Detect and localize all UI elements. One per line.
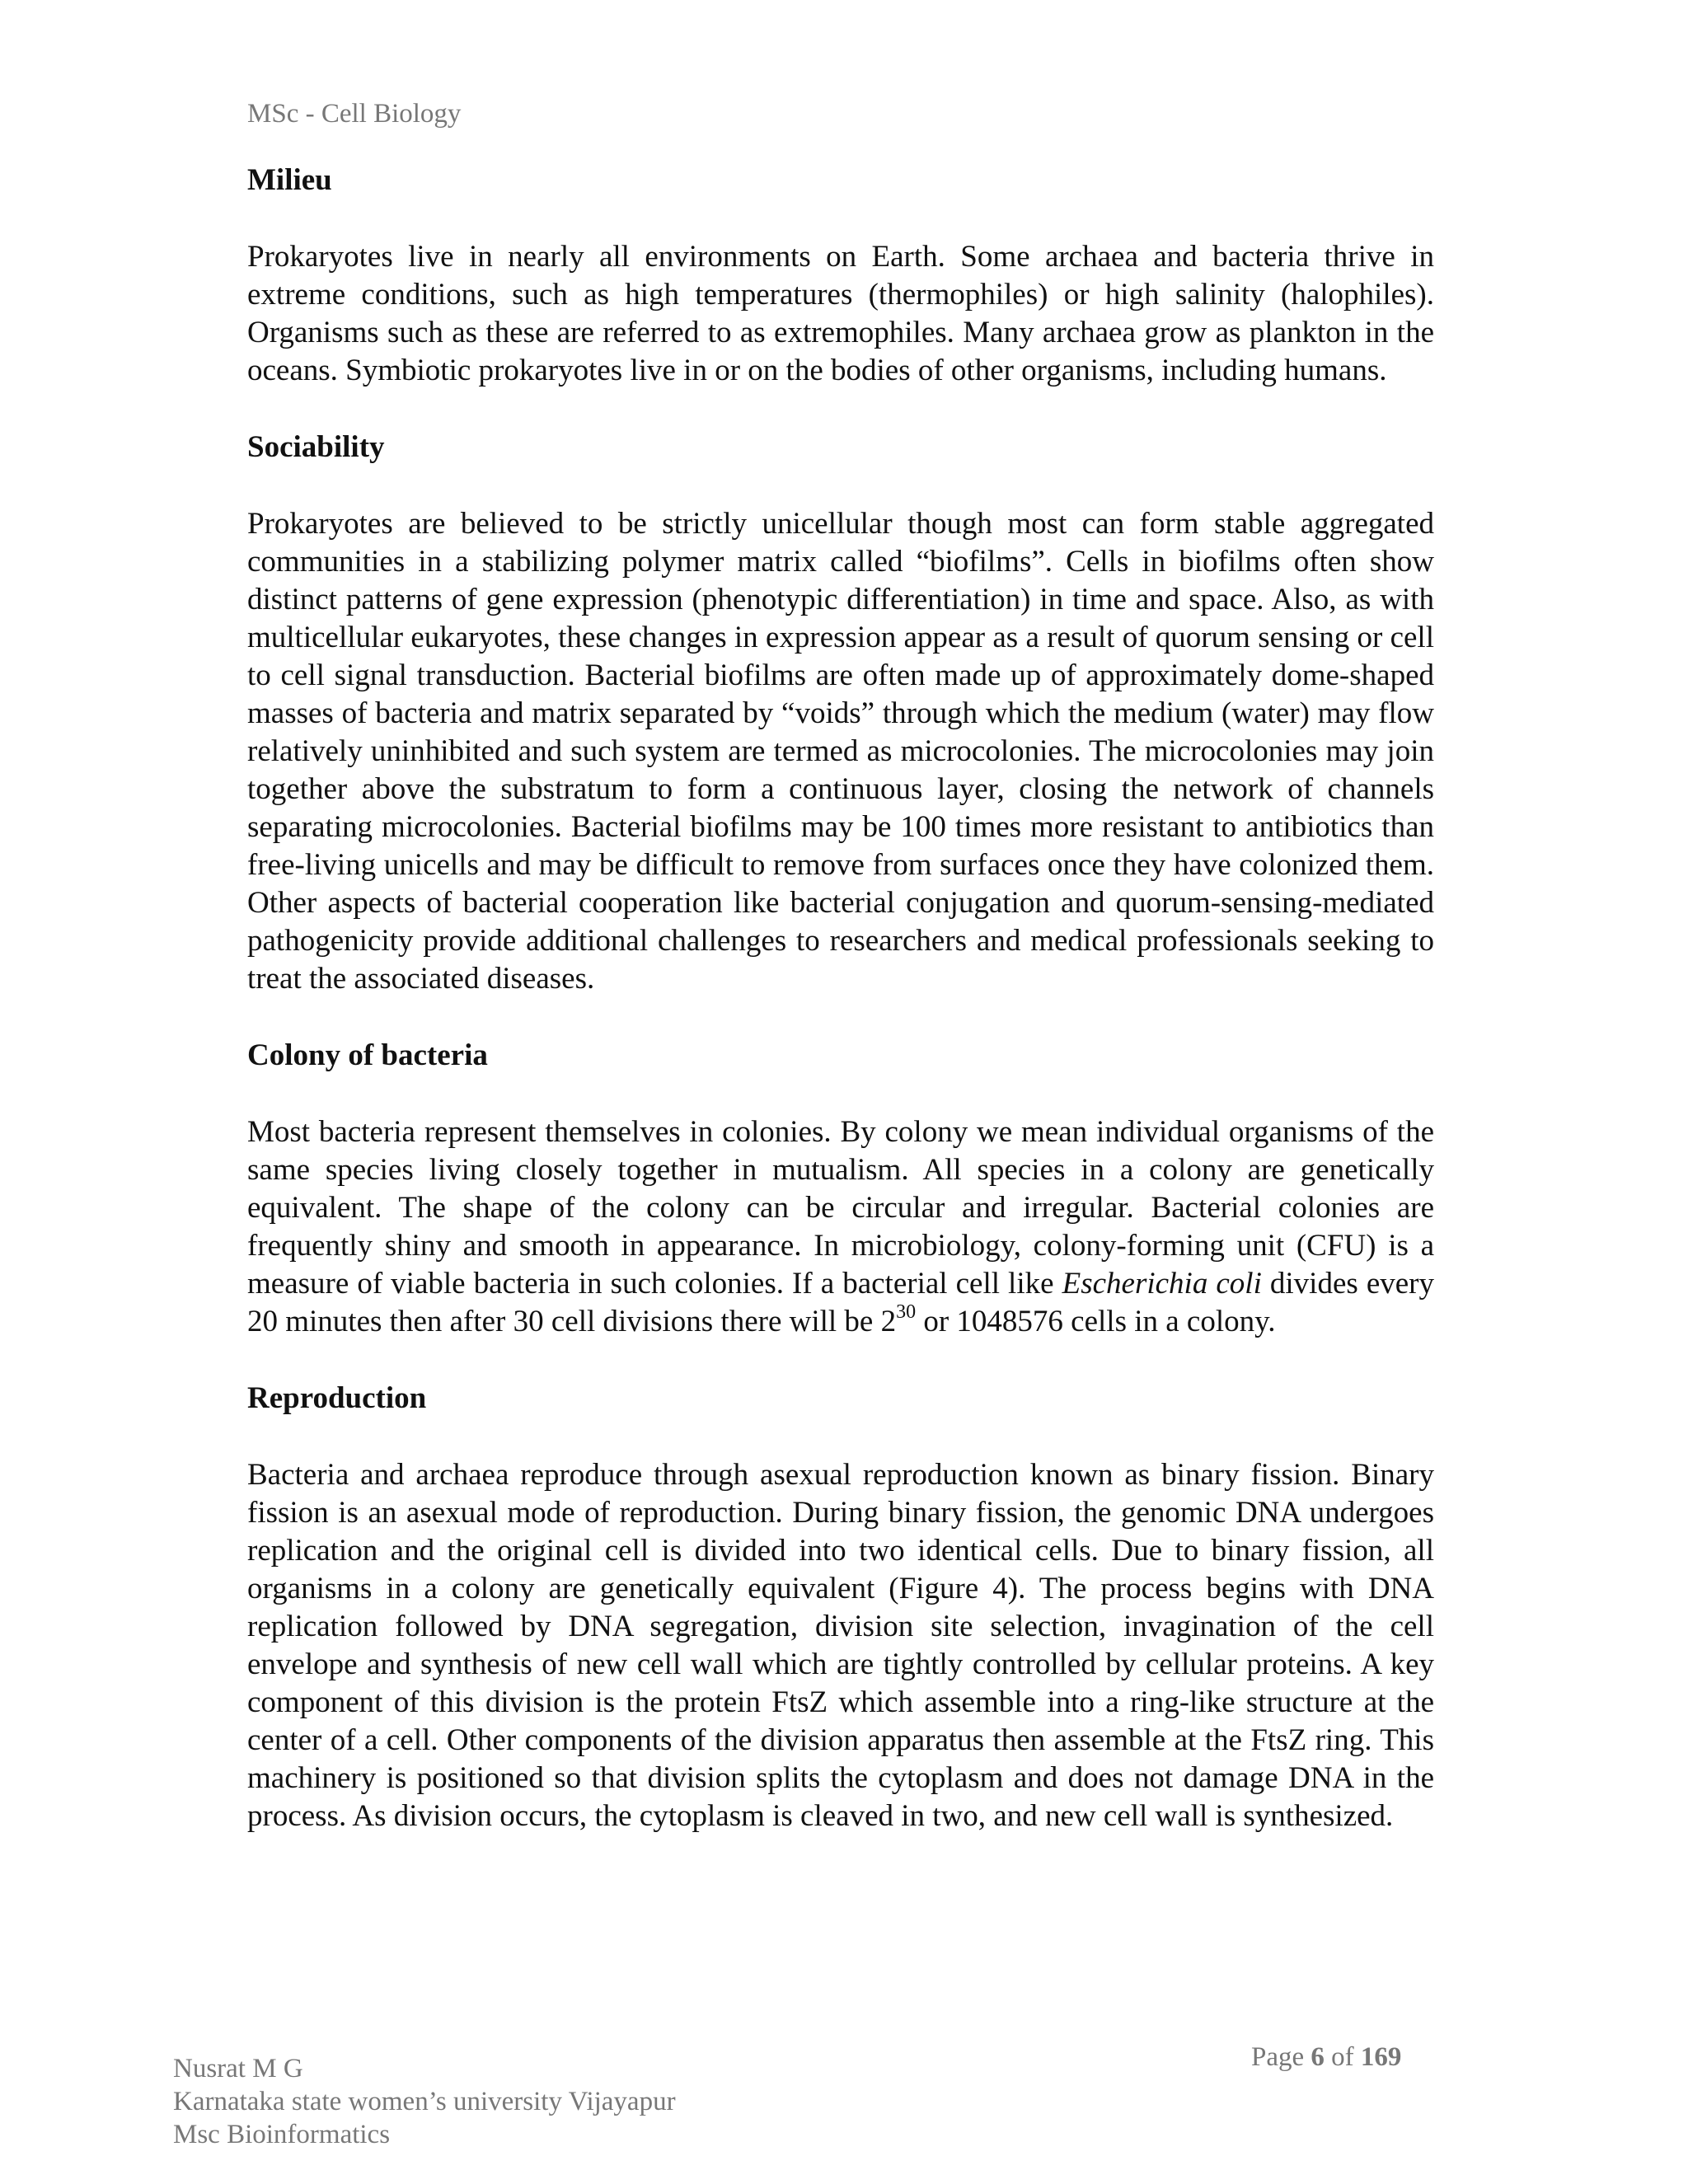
species-name: Escherichia coli: [1062, 1267, 1262, 1301]
section-heading-reproduction: Reproduction: [247, 1381, 427, 1415]
footer-program: Msc Bioinformatics: [173, 2120, 391, 2149]
page-current: 6: [1311, 2042, 1325, 2072]
footer-institution: Karnataka state women’s university Vijayapur: [173, 2087, 676, 2116]
section-sociability: [247, 429, 1434, 998]
section-reproduction: [247, 1380, 1434, 1835]
page-of: of: [1331, 2042, 1354, 2072]
colony-text-part3: or 1048576 cells in a colony.: [916, 1305, 1276, 1338]
paragraph-milieu: Prokaryotes live in nearly all environments on Earth. Some archaea and bacteria thrive in extreme conditions, such as high temperatures (thermophiles) or high salinity (halophiles). Organisms such as these are referred to as extremophiles. Many archaea grow as plankton in the oceans. Symbiotic prokaryotes live in or on the bodies of other organisms, including humans.: [247, 240, 1434, 387]
page-total: 169: [1360, 2042, 1402, 2072]
section-colony: [247, 1037, 1434, 1341]
footer-author-block: [173, 2052, 676, 2151]
colony-text-part1: Most bacteria represent themselves in colonies. By colony we mean individual organisms of the same species living closely together in mutualism. All species in a colony are genetically equivalent. The shape of the colony can be circular and irregular. Bacterial colonies are frequently shiny and smooth in appearance. In microbiology, colony-forming unit (CFU) is a measure of viable bacteria in such colonies. If a bacterial cell like: [247, 1115, 1434, 1301]
section-heading-sociability: Sociability: [247, 430, 385, 464]
page-word: Page: [1251, 2042, 1305, 2072]
paragraph-colony: [247, 1113, 1434, 1341]
exponent: 30: [896, 1301, 917, 1323]
paragraph-sociability: Prokaryotes are believed to be strictly unicellular though most can form stable aggregated communities in a stabilizing polymer matrix called “biofilms”. Cells in biofilms often show distinct patterns of gene expression (phenotypic differentiation) in time and space. Also, as with multicellular eukaryotes, these changes in expression appear as a result of quorum sensing or cell to cell signal transduction. Bacterial biofilms are often made up of approximately dome-shaped masses of bacteria and matrix separated by “voids” through which the medium (water) may flow relatively uninhibited and such system are termed as microcolonies. The microcolonies may join together above the substratum to form a continuous layer, closing the network of channels separating microcolonies. Bacterial biofilms may be 100 times more resistant to antibiotics than free-living unicells and may be difficult to remove from surfaces once they have colonized them. Other aspects of bacterial cooperation like bacterial conjugation and quorum-sensing-mediated pathogenicity provide additional challenges to researchers and medical professionals seeking to treat the associated diseases.: [247, 507, 1434, 996]
running-header: MSc - Cell Biology: [247, 99, 462, 129]
page-number: [1251, 2042, 1401, 2073]
section-milieu: [247, 162, 1434, 390]
document-body: [247, 162, 1434, 1874]
paragraph-reproduction: Bacteria and archaea reproduce through asexual reproduction known as binary fission. Binary fission is an asexual mode of reproduction. During binary fission, the genomic DNA undergoes replication and the original cell is divided into two identical cells. Due to binary fission, all organisms in a colony are genetically equivalent (Figure 4). The process begins with DNA replication followed by DNA segregation, division site selection, invagination of the cell envelope and synthesis of new cell wall which are tightly controlled by cellular proteins. A key component of this division is the protein FtsZ which assemble into a ring-like structure at the center of a cell. Other components of the division apparatus then assemble at the FtsZ ring. This machinery is positioned so that division splits the cytoplasm and does not damage DNA in the process. As division occurs, the cytoplasm is cleaved in two, and new cell wall is synthesized.: [247, 1458, 1434, 1833]
section-heading-milieu: Milieu: [247, 163, 332, 197]
footer-author: Nusrat M G: [173, 2054, 303, 2083]
colony-text-part2: divides every 20 minutes then after 30 cell divisions there will be 2: [247, 1267, 1434, 1338]
section-heading-colony: Colony of bacteria: [247, 1038, 488, 1072]
